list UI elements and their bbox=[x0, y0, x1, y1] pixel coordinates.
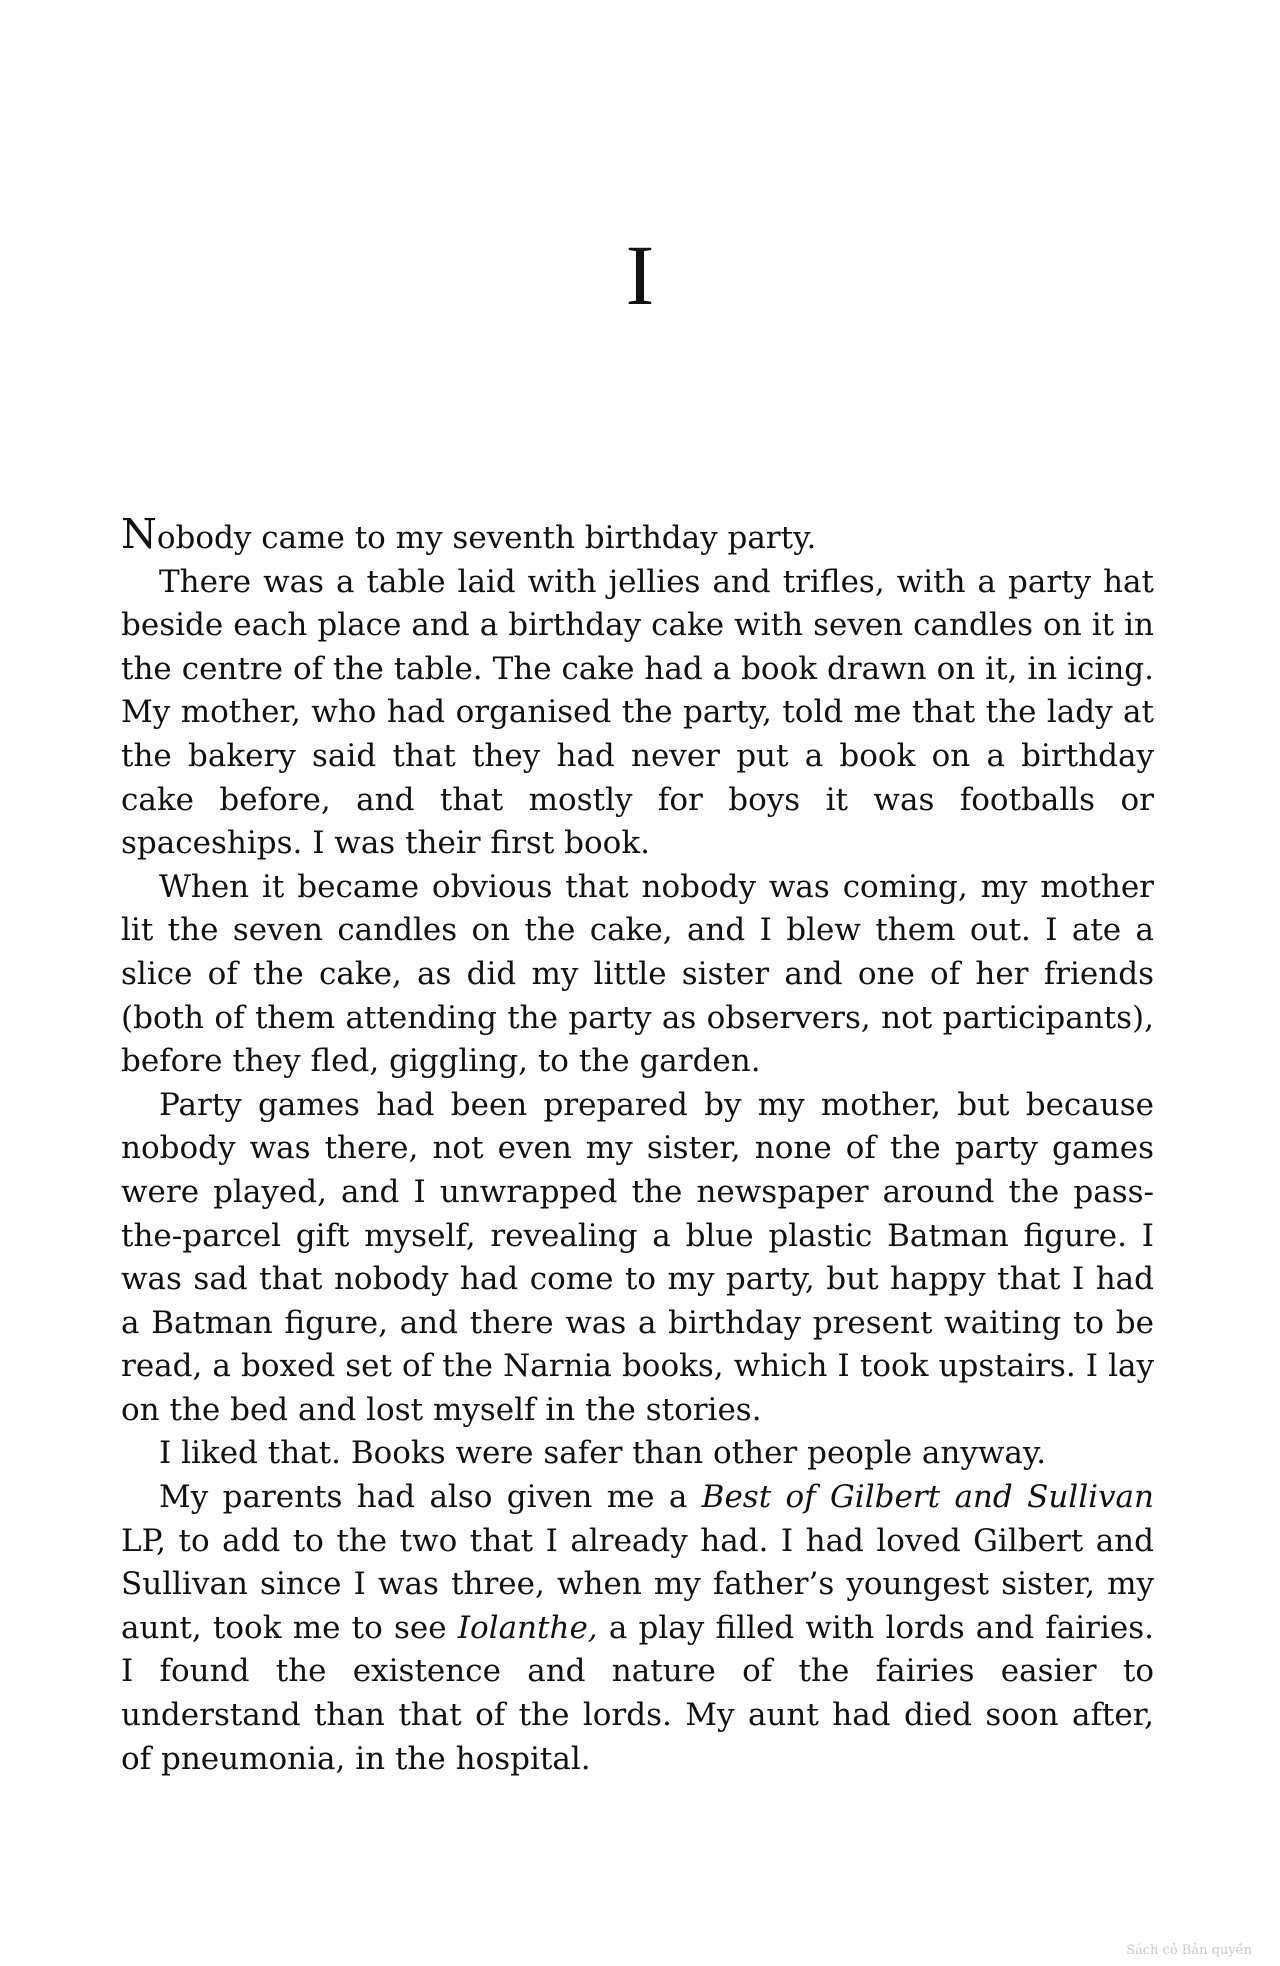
watermark: Sách cỏ Bản quyền bbox=[1126, 1943, 1252, 1958]
paragraph-6 bbox=[121, 1476, 1154, 1781]
paragraph-6-part-1: My parents had also given me a bbox=[159, 1479, 702, 1516]
chapter-body bbox=[121, 510, 1154, 1781]
play-title: Iolanthe, bbox=[457, 1609, 598, 1646]
paragraph-1 bbox=[121, 510, 1154, 561]
paragraph-3: When it became obvious that nobody was coming, my mother lit the seven candles on the cake, and I blew them out. I ate a slice of the cake, as did my little sister and one of her friends (both of them attending the party as observers, not participants), before they fled, giggling, to the garden. bbox=[121, 868, 1154, 1080]
paragraph-6-part-3: a play filled with lords and fairies. I found the existence and nature of the fairies easier to understand than that of the lords. My aunt had died soon after, of pneumonia, in the hospital. bbox=[121, 1609, 1154, 1777]
paragraph-5: I liked that. Books were safer than other people anyway. bbox=[159, 1435, 1047, 1472]
drop-cap-letter: N bbox=[121, 510, 157, 558]
paragraph-6-part-2: LP, to add to the two that I already had. I had loved Gilbert and Sullivan since I was three, when my father’s youngest sister, my aunt, took me to see bbox=[121, 1522, 1154, 1646]
chapter-number: I bbox=[625, 227, 655, 323]
paragraph-4: Party games had been prepared by my mother, but because nobody was there, not even my sister, none of the party games were played, and I unwrapped the newspaper around the pass-the-parcel gift myself, revealing a blue plastic Batman figure. I was sad that nobody had come to my party, but happy that I had a Batman figure, and there was a birthday present waiting to be read, a boxed set of the Narnia books, which I took upstairs. I lay on the bed and lost myself in the stories. bbox=[121, 1086, 1154, 1428]
paragraph-2: There was a table laid with jellies and trifles, with a party hat beside each place and a birthday cake with seven candles on it in the centre of the table. The cake had a book drawn on it, in icing. My mother, who had organised the party, told me that the lady at the bakery said that they had never put a book on a birthday cake before, and that mostly for boys it was footballs or spaceships. I was their first book. bbox=[121, 563, 1154, 862]
paragraph-1-text: obody came to my seventh birthday party. bbox=[156, 520, 817, 556]
album-title: Best of Gilbert and Sullivan bbox=[701, 1479, 1154, 1516]
